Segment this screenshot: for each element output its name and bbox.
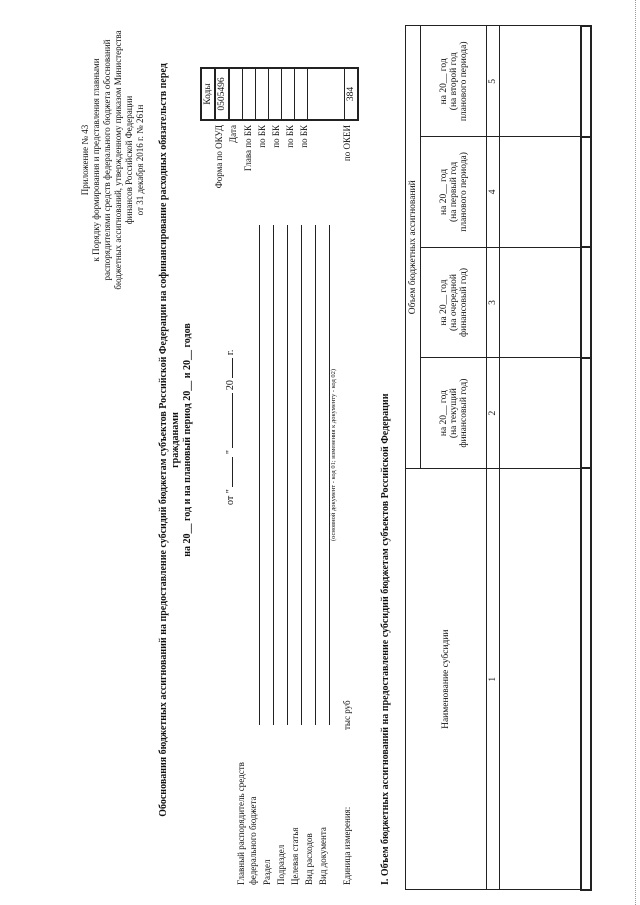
table-total-cell[interactable] [581,26,591,137]
field-line[interactable] [301,225,302,725]
field-line[interactable] [287,225,288,725]
bk-label: Глава по БК [243,125,253,172]
section-1-title: I. Объем бюджетных ассигнований на предоставление субсидий бюджетам субъектов Российской Федерации [380,393,391,885]
appendix-line: финансов Российской Федерации [124,95,134,225]
date-month-blank[interactable] [232,393,233,448]
unit-label: Единица измерения: [342,806,352,885]
appendix-block [80,0,146,320]
field-label: федерального бюджета [248,796,258,885]
col-number: 2 [487,358,500,469]
bk-label: по БК [257,125,267,148]
appendix-line: распорядителями средств федерального бюджета обоснований [102,39,112,281]
col-number: 3 [487,247,500,358]
codes-header: Коды [201,68,215,120]
bk-label: по БК [271,125,281,148]
date-suffix: г. [225,349,236,356]
period-col-header: на 20__ год (на текущий финансовый год) [421,358,487,469]
field-label: Вид расходов [304,833,314,885]
title-line-2: на 20__ год и на плановый период 20__ и 20__ годов [182,323,193,557]
col-number: 1 [487,468,500,890]
bk-label: по БК [299,125,309,148]
period-col-header: на 20__ год (на первый год планового периода) [421,137,487,248]
date-year: 20 [225,380,236,391]
table-cell[interactable] [500,468,582,890]
field-label: Вид документа [318,827,328,885]
table-cell[interactable] [500,358,582,469]
field-label: Подраздел [276,844,286,885]
field-label: Главный распорядитель средств [236,762,246,885]
table-total-cell[interactable] [581,358,591,469]
bk-code-cell[interactable] [295,68,308,120]
col-number: 5 [487,26,500,137]
okei-label: по ОКЕИ [342,125,352,162]
date-line [225,305,237,505]
page-edge [635,0,636,905]
date-mid: " [225,450,236,455]
okud-code-cell: 0505496 [215,68,229,120]
appendix-line: к Порядку формирования и представления главными [91,58,101,262]
date-day-blank[interactable] [232,457,233,487]
okei-code-cell: 384 [345,68,359,120]
appendix-line: от 31 декабря 2016 г. № 261н [135,104,145,216]
group-header: Объем бюджетных ассигнований [406,26,421,468]
field-label: Раздел [262,859,272,885]
date-year-blank[interactable] [232,358,233,378]
period-col-header: на 20__ год (на второй год планового периода) [421,26,487,137]
appendix-number: Приложение № 43 [80,124,90,196]
date-code-cell[interactable] [229,68,243,120]
appendix-line: бюджетных ассигнований, утвержденному приказом Министерства [113,30,123,290]
spacer-cell [308,68,345,120]
okud-label: Форма по ОКУД [214,125,224,189]
date-prefix: от " [225,489,236,505]
field-line[interactable] [273,225,274,725]
bk-code-cell[interactable] [256,68,269,120]
table-total-cell[interactable] [581,137,591,248]
bk-code-cell[interactable] [282,68,295,120]
table-total-row[interactable] [581,468,591,890]
date-label: Дата [228,125,238,143]
col-number: 4 [487,137,500,248]
field-label: Целевая статья [290,827,300,885]
doc-type-note: (основной документ - код 01; изменения к документу - код 02) [330,368,337,542]
table-cell[interactable] [500,137,582,248]
table-cell[interactable] [500,26,582,137]
table-cell[interactable] [500,247,582,358]
bk-code-cell[interactable] [243,68,256,120]
document-title [158,35,194,845]
title-line-1: Обоснования бюджетных ассигнований на предоставление субсидий бюджетам субъектов Российской Федерации на софинансирование расходных обязательств перед гражданами [158,63,181,817]
col-name-header: Наименование субсидии [406,468,487,890]
unit-value: тыс руб [342,700,352,730]
table-total-cell[interactable] [581,247,591,358]
field-line[interactable] [259,225,260,725]
subsidy-volume-table [405,25,592,891]
bk-label: по БК [285,125,295,148]
bk-code-cell[interactable] [269,68,282,120]
codes-table [200,67,359,121]
period-col-header: на 20__ год (на очередной финансовый год) [421,247,487,358]
field-line[interactable] [315,225,316,725]
